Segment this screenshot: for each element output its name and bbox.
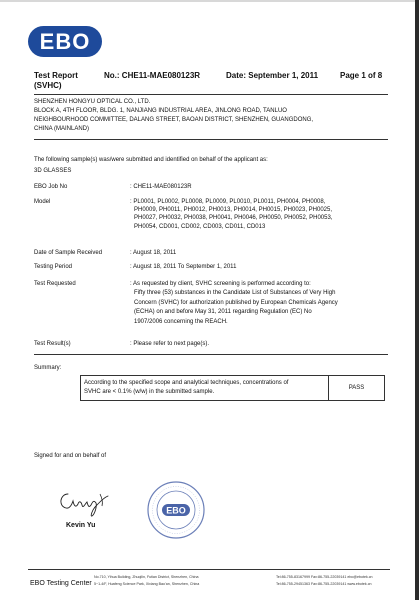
summary-result-cell: PASS bbox=[348, 385, 365, 391]
requested-line: (ECHA) on and before May 31, 2011 regarding Regulation (EC) No bbox=[134, 309, 312, 316]
company-seal-stamp bbox=[146, 480, 206, 540]
result-value: : Please refer to next page(s). bbox=[130, 341, 210, 347]
summary-text-cell bbox=[81, 376, 329, 400]
summary-table bbox=[80, 375, 385, 401]
report-number bbox=[104, 71, 200, 80]
header-divider bbox=[34, 94, 388, 95]
footer-address-line: 5~1-4/F, Huafeng Science Park, Xixiang Bao'an, Shenzhen, China bbox=[94, 582, 200, 586]
model-list bbox=[130, 198, 400, 231]
summary-label: Summary: bbox=[34, 365, 62, 371]
period-label: Testing Period bbox=[34, 264, 73, 270]
model-line: PH0027, PH0032, PH0038, PH0041, PH0046, PH0050, PH0052, PH0053, bbox=[134, 215, 333, 222]
applicant-address-line: CHINA (MAINLAND) bbox=[34, 126, 90, 132]
stamp-center-text: EBO bbox=[166, 505, 186, 516]
model-label: Model bbox=[34, 199, 51, 205]
scan-edge-right bbox=[415, 0, 419, 600]
fields-divider bbox=[34, 354, 388, 355]
requested-label: Test Requested bbox=[34, 281, 76, 287]
summary-text-line: SVHC are < 0.1% (w/w) in the submitted sample. bbox=[84, 389, 215, 395]
footer-divider bbox=[28, 569, 390, 570]
requested-line: Concern (SVHC) for authorization published by European Chemicals Agency bbox=[134, 299, 338, 306]
sample-name: 3D GLASSES bbox=[34, 168, 72, 174]
received-label: Date of Sample Received bbox=[34, 250, 103, 256]
handwritten-signature bbox=[56, 484, 112, 518]
applicant-divider bbox=[34, 139, 388, 140]
received-value: : August 18, 2011 bbox=[130, 250, 177, 256]
scan-edge-top bbox=[0, 0, 419, 2]
report-number-label: No.: bbox=[104, 71, 120, 80]
result-label: Test Result(s) bbox=[34, 341, 71, 347]
summary-text-line: According to the specified scope and analytical techniques, concentrations of bbox=[84, 380, 289, 386]
report-label: Test Report bbox=[34, 71, 78, 80]
footer-contact-line: Tel:86-755-83167999 Fax:86-755-22039141 ebo@ebotek.cn bbox=[276, 575, 373, 579]
applicant-address-line: BLOCK A, 4TH FLOOR, BLDG. 1, NANJIANG INDUSTRIAL AREA, JINLONG ROAD, TANLUO bbox=[34, 108, 287, 114]
signer-name: Kevin Yu bbox=[66, 522, 96, 529]
requested-line: Fifty three (53) substances in the Candidate List of Substances of Very High bbox=[134, 290, 336, 297]
report-date bbox=[226, 71, 318, 80]
report-number-value: CHE11-MAE080123R bbox=[121, 71, 201, 80]
report-sub-label: (SVHC) bbox=[34, 81, 62, 90]
page-number: Page 1 of 8 bbox=[340, 71, 383, 80]
applicant-address-line: NEIGHBOURHOOD COMMITTEE, DALANG STREET, BAOAN DISTRICT, SHENZHEN, GUANGDONG, bbox=[34, 117, 314, 123]
period-value: : August 18, 2011 To September 1, 2011 bbox=[130, 264, 237, 270]
report-date-label: Date: bbox=[226, 71, 247, 80]
signed-for-text: Signed for and on behalf of bbox=[34, 453, 107, 459]
job-label: EBO Job No bbox=[34, 184, 68, 190]
intro-text: The following sample(s) was/were submitted and identified on behalf of the applicant as: bbox=[34, 157, 268, 163]
report-date-value: September 1, 2011 bbox=[248, 71, 319, 80]
requested-line: 1907/2006 concerning the REACH. bbox=[134, 318, 228, 325]
requested-line: : As requested by client, SVHC screening is performed according to: bbox=[130, 281, 311, 287]
model-line: PH0009, PH0011, PH0012, PH0013, PH0014, PH0015, PH0023, PH0025, bbox=[134, 207, 333, 214]
footer-contact-line: Tel:86-755-29451363 Fax:86-755-22039141 www.ebotek.cn bbox=[276, 582, 372, 586]
applicant-name: SHENZHEN HONGYU OPTICAL CO., LTD. bbox=[34, 99, 151, 105]
footer-address-line: No.710, Yihua Building, Zhuqilin, Futian District, Shenzhen, China bbox=[94, 575, 199, 579]
model-line: : PL0001, PL0002, PL0008, PL0009, PL0010, PL0011, PH0004, PH0008, bbox=[130, 199, 326, 205]
footer-company-name: EBO Testing Center bbox=[30, 580, 92, 587]
ebo-logo bbox=[28, 26, 102, 57]
job-value: : CHE11-MAE080123R bbox=[130, 184, 192, 190]
requested-text bbox=[130, 280, 400, 327]
logo-text: EBO bbox=[39, 28, 91, 54]
model-line: PH0054, CD001, CD002, CD003, CD011, CD013 bbox=[134, 223, 266, 230]
